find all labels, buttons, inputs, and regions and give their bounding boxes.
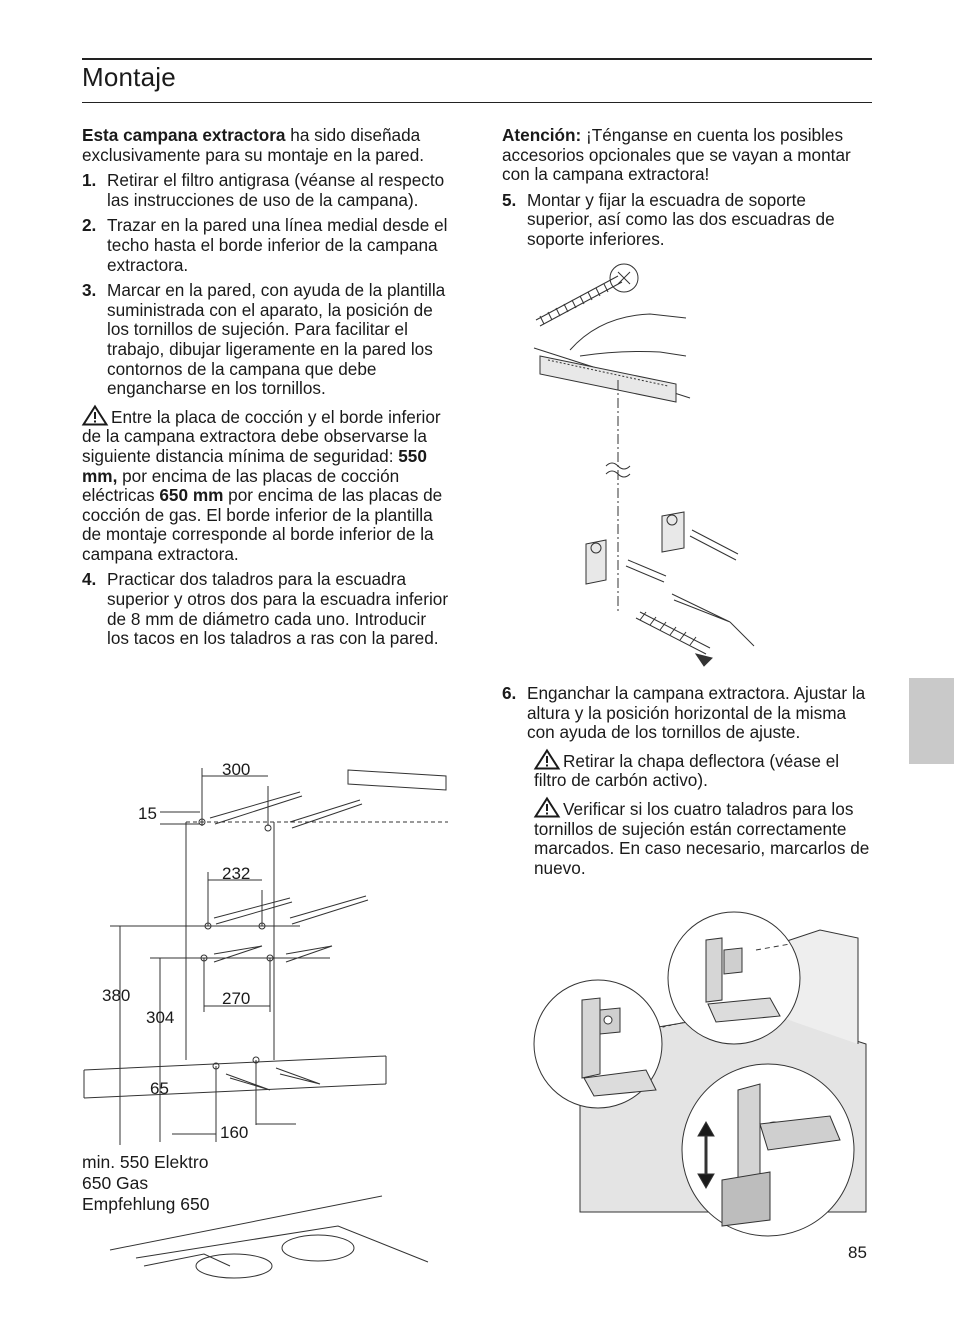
dim-380: 380: [102, 986, 131, 1005]
intro-bold: Esta campana extractora: [82, 125, 286, 145]
dim-270: 270: [222, 989, 251, 1008]
step-text: Marcar en la pared, con ayuda de la plantilla suministrada con el aparato, la posición de los tornillos de sujeción. Para facilitar el trabajo, dibujar ligeramente en la pared los contornos de la campana que debe engancharse en los tornillos.: [107, 280, 446, 399]
step-number: 2.: [82, 215, 97, 236]
distance-caption: min. 550 Elektro 650 Gas Empfehlung 650: [82, 1152, 210, 1214]
step-text: Retirar el filtro antigrasa (véanse al respecto las instrucciones de uso de la campana).: [107, 170, 445, 210]
step-number: 6.: [502, 683, 517, 703]
dim-65: 65: [150, 1079, 169, 1098]
chapter-tab: [909, 678, 954, 764]
page-title: Montaje: [82, 62, 176, 92]
dim-160: 160: [220, 1123, 249, 1142]
warning-deflector: Retirar la chapa deflectora (véase el filtro de carbón activo).: [534, 750, 840, 791]
dim-232: 232: [222, 864, 251, 883]
step-number: 5.: [502, 189, 517, 210]
dim-15: 15: [138, 804, 157, 823]
step-text: Trazar en la pared una línea medial desde el techo hasta el borde inferior de la campana extractora.: [107, 215, 448, 275]
step-text: Practicar dos taladros para la escuadra superior y otros dos para la escuadra inferior de 8 mm de diámetro cada uno. Introducir los tacos en los taladros a ras con la pared.: [107, 569, 449, 649]
dim-300: 300: [222, 760, 251, 779]
dim-304: 304: [146, 1008, 175, 1027]
step-text: Enganchar la campana extractora. Ajustar la altura y la posición horizontal de la misma con ayuda de los tornillos de ajuste.: [527, 683, 866, 743]
page-number: 85: [848, 1243, 867, 1262]
intro-text: ha sido diseñada exclusivamente para su montaje en la pared.: [82, 125, 425, 165]
attention-paragraph: Atención: ¡Ténganse en cuenta los posibles accesorios opcionales que se vayan a montar con la campana extractora!: [502, 125, 851, 185]
step-number: 1.: [82, 170, 97, 191]
step-text: Montar y fijar la escuadra de soporte superior, así como las dos escuadras de soporte inferiores.: [527, 189, 835, 249]
step-number: 3.: [82, 280, 97, 301]
safety-warning: Entre la placa de cocción y el borde inferior de la campana extractora debe observarse la siguiente distancia mínima de seguridad: 550 mm, por encima de las placas de cocción eléctricas 650 mm por encima de las placas de cocción de gas. El borde inferior de la plantilla de montaje corresponde al borde inferior de la campana extractora.: [82, 406, 443, 564]
step-number: 4.: [82, 569, 97, 590]
warning-drill-holes: Verificar si los cuatro taladros para los tornillos de sujeción están correctamente marcados. En caso necesario, marcarlos de nuevo.: [534, 798, 870, 878]
